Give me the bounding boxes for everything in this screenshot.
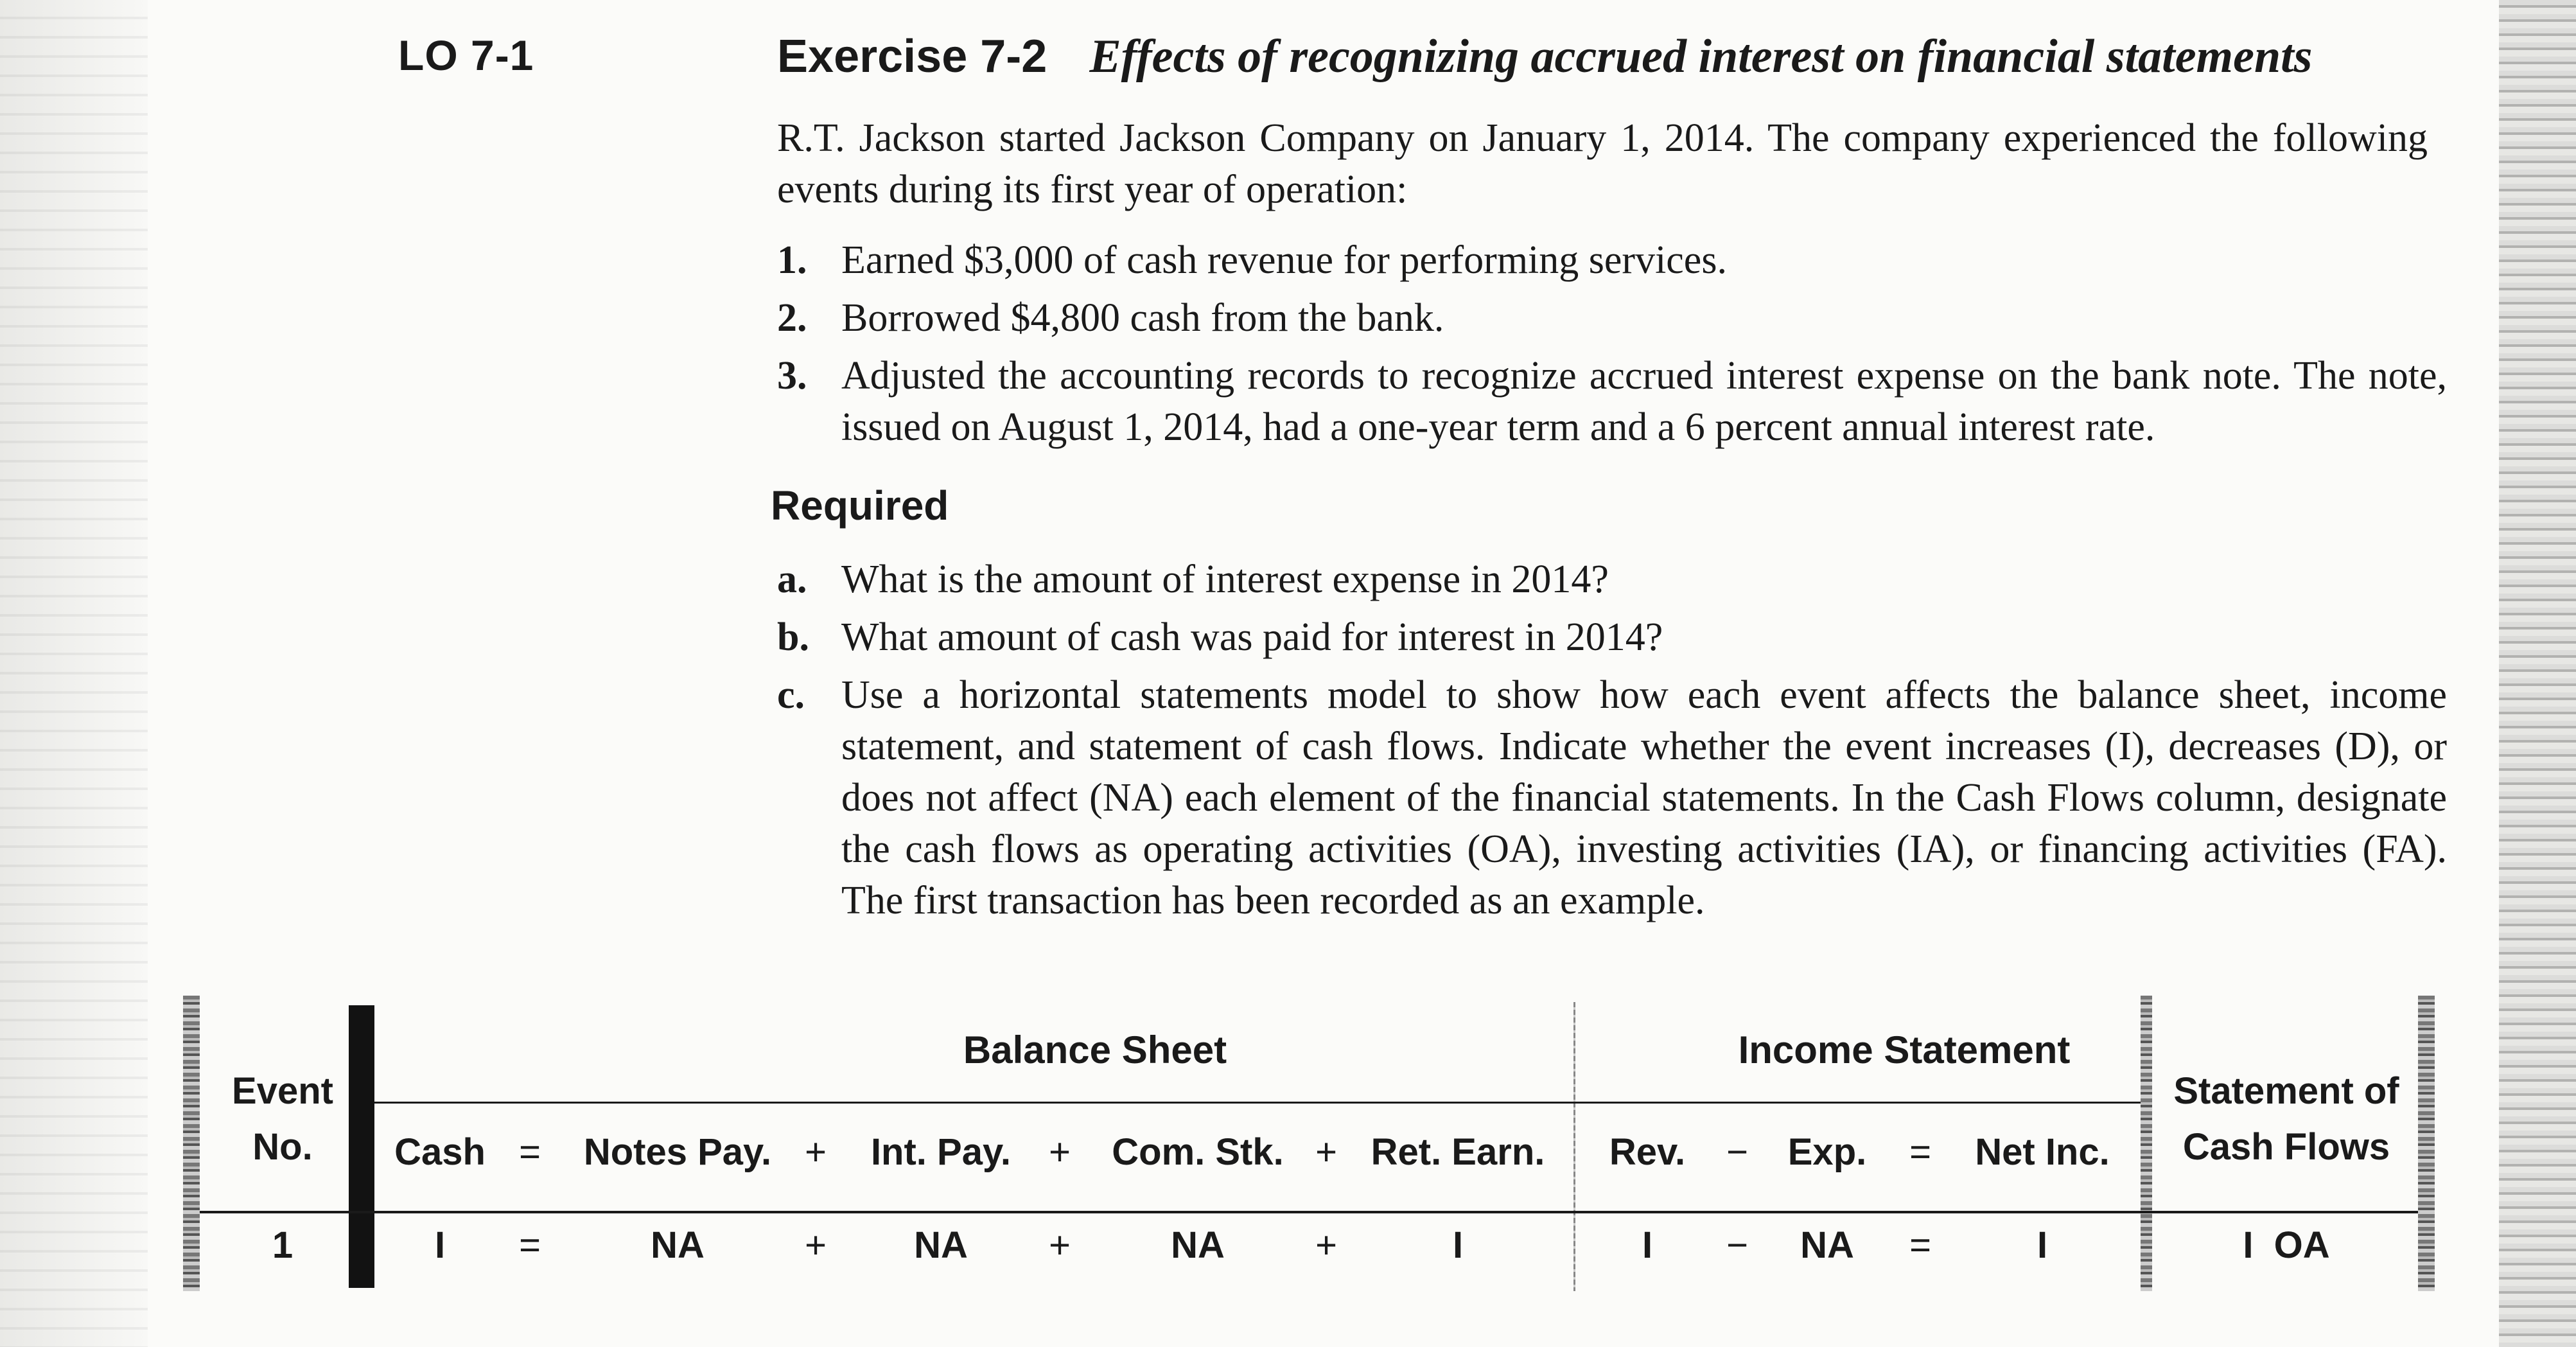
event-number: 3. <box>777 354 807 398</box>
group-header-rule <box>374 1102 2141 1104</box>
cash-flows-header-line1: Statement of <box>2173 1070 2399 1112</box>
row-operator: = <box>1909 1224 1931 1266</box>
required-letter: b. <box>777 615 809 659</box>
row-operator: − <box>1726 1224 1748 1266</box>
horizontal-statements-model <box>183 996 2437 1291</box>
event-header-line1: Event <box>232 1070 333 1112</box>
row-operator: + <box>805 1224 827 1266</box>
row-cash: I <box>434 1224 446 1266</box>
col-header-retained-earnings: Ret. Earn. <box>1371 1131 1545 1173</box>
intro-paragraph: R.T. Jackson started Jackson Company on January 1, 2014. The company experienced the following events during its first year of operation: <box>777 116 2428 211</box>
col-header-common-stock: Com. Stk. <box>1112 1131 1284 1173</box>
row-operator: + <box>1315 1224 1337 1266</box>
col-header-revenue: Rev. <box>1609 1131 1686 1173</box>
row-common-stock: NA <box>1171 1224 1225 1266</box>
row-event-number: 1 <box>272 1224 294 1266</box>
scan-right-edge <box>2499 0 2576 1347</box>
row-net-income: I <box>2037 1224 2048 1266</box>
row-notes-payable: NA <box>651 1224 705 1266</box>
col-header-cash: Cash <box>394 1131 486 1173</box>
income-statement-header: Income Statement <box>1738 1028 2071 1071</box>
required-letter: c. <box>777 673 805 717</box>
row-cash-flows: I OA <box>2243 1224 2330 1266</box>
required-text: What is the amount of interest expense in 2014? <box>841 558 1609 601</box>
event-text: Earned $3,000 of cash revenue for performing services. <box>841 238 1727 282</box>
row-expenses: NA <box>1800 1224 1854 1266</box>
required-letter: a. <box>777 558 807 601</box>
event-text: Adjusted the accounting records to recognize accrued interest expense on the bank note. The note, issued on August 1, 2014, had a one-year term and a 6 percent annual interest rate. <box>841 354 2447 449</box>
col-header-operator: = <box>1909 1131 1931 1173</box>
header-bottom-rule <box>200 1211 2418 1213</box>
row-operator: = <box>519 1224 541 1266</box>
required-text: Use a horizontal statements model to show how each event affects the balance sheet, income statement, and statement of cash flows. Indicate whether the event increases (I), decreases (D), or does not affect (NA) each element of the financial statements. In the Cash Flows column, designate the cash flows as operating activities (OA), investing activities (IA), or financing activities (FA). The first transaction has been recorded as an example. <box>841 673 2447 922</box>
col-header-operator: + <box>805 1131 827 1173</box>
learning-objective-label: LO 7-1 <box>398 31 534 79</box>
col-header-interest-payable: Int. Pay. <box>870 1131 1012 1173</box>
event-text: Borrowed $4,800 cash from the bank. <box>841 296 1444 340</box>
exercise-heading <box>777 30 2312 84</box>
col-header-expenses: Exp. <box>1787 1131 1867 1173</box>
event-column-divider <box>349 1005 374 1288</box>
scan-left-edge <box>0 0 148 1347</box>
col-header-notes-payable: Notes Pay. <box>583 1131 772 1173</box>
col-header-net-income: Net Inc. <box>1975 1131 2110 1173</box>
col-header-operator: = <box>519 1131 541 1173</box>
required-heading: Required <box>771 482 949 529</box>
event-number: 1. <box>777 238 807 282</box>
table-left-band <box>183 996 200 1291</box>
balance-sheet-header: Balance Sheet <box>963 1028 1227 1071</box>
event-header-line2: No. <box>252 1126 313 1168</box>
balance-income-divider <box>1573 1002 1575 1291</box>
col-header-operator: + <box>1315 1131 1337 1173</box>
required-text: What amount of cash was paid for interest in 2014? <box>841 615 1663 659</box>
table-right-band <box>2418 996 2435 1291</box>
exercise-title: Effects of recognizing accrued interest on financial statements <box>1089 30 2313 83</box>
cash-flows-header-line2: Cash Flows <box>2182 1126 2390 1168</box>
row-operator: + <box>1049 1224 1071 1266</box>
event-number: 2. <box>777 296 807 340</box>
row-interest-payable: NA <box>914 1224 968 1266</box>
col-header-operator: − <box>1726 1131 1748 1173</box>
row-revenue: I <box>1642 1224 1653 1266</box>
exercise-number: Exercise 7-2 <box>777 31 1047 82</box>
row-retained-earnings: I <box>1452 1224 1464 1266</box>
col-header-operator: + <box>1049 1131 1071 1173</box>
